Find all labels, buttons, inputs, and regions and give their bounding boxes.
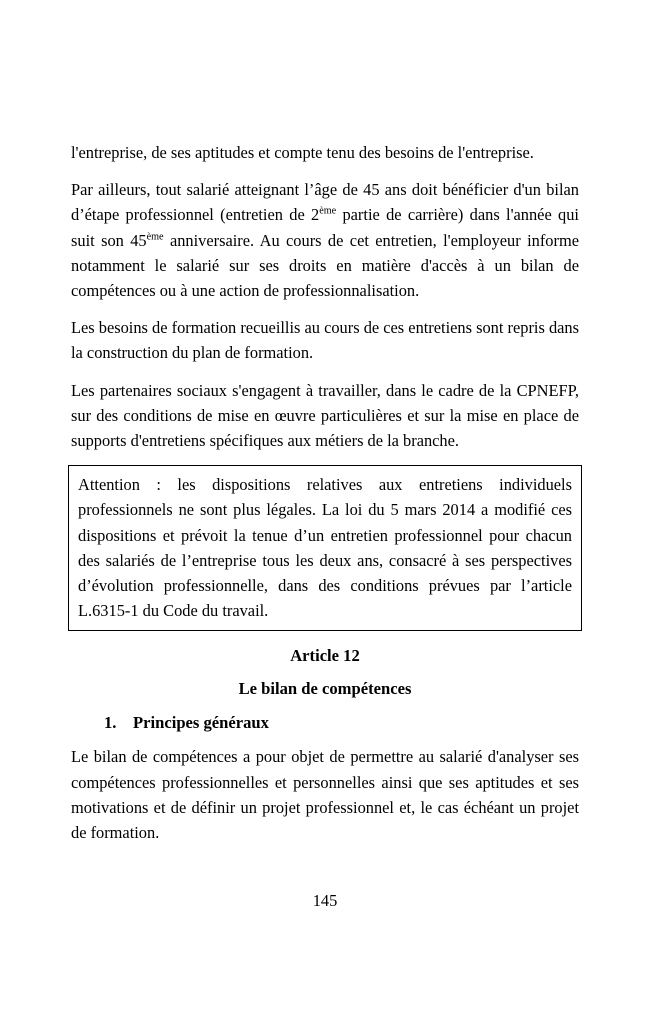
article-heading: Article 12 [290, 646, 360, 666]
attention-callout-box [68, 465, 582, 631]
document-text-body [71, 140, 579, 845]
paragraph-age-45-part3: anniversaire. Au cours de cet entretien, l'employeur informe notamment le salarié sur ses droits en matière d'accès à un bilan de compétences ou à une action de professionnalisation. [71, 230, 579, 301]
page-number: 145 [312, 891, 338, 910]
paragraph-age-45 [71, 177, 579, 303]
superscript-eme-first: ème [319, 205, 337, 217]
paragraph-entreprise-aptitudes: l'entreprise, de ses aptitudes et compte tenu des besoins de l'entreprise. [71, 143, 534, 162]
article-subtitle: Le bilan de compétences [238, 679, 412, 699]
section-number: 1. [104, 713, 117, 733]
paragraph-bilan-competences-objet: Le bilan de compétences a pour objet de permettre au salarié d'analyser ses compétences professionnelles et personnelles ainsi que ses aptitudes et ses motivations et de définir un projet professionnel et, le cas échéant un projet de formation. [71, 747, 579, 843]
paragraph-age-45-part2: partie de carrière) dans l'année qui suit son 45 [71, 205, 579, 250]
paragraph-partenaires-sociaux: Les partenaires sociaux s'engagent à travailler, dans le cadre de la CPNEFP, sur des conditions de mise en œuvre particulières et sur la mise en place de supports d'entretiens spécifiques aux métiers de la branche. [71, 380, 579, 451]
section-title: Principes généraux [133, 713, 269, 733]
section-heading-principes-generaux [71, 712, 579, 734]
superscript-eme-second: ème [146, 231, 164, 243]
attention-callout-text: Attention : les dispositions relatives aux entretiens individuels professionnels ne sont plus légales. La loi du 5 mars 2014 a modifié ces dispositions et prévoit la tenue d’un entretien professionnel pour chacun des salariés de l’entreprise tous les deux ans, consacré à ses perspectives d’évolution professionnelle, dans des conditions prévues par l’article L.6315-1 du Code du travail. [78, 475, 572, 621]
paragraph-age-45-part1: Par ailleurs, tout salarié atteignant l’âge de 45 ans doit bénéficier d'un bilan d’étape professionnel (entretien de 2 [71, 180, 579, 225]
paragraph-besoins-formation: Les besoins de formation recueillis au cours de ces entretiens sont repris dans la construction du plan de formation. [71, 318, 579, 363]
